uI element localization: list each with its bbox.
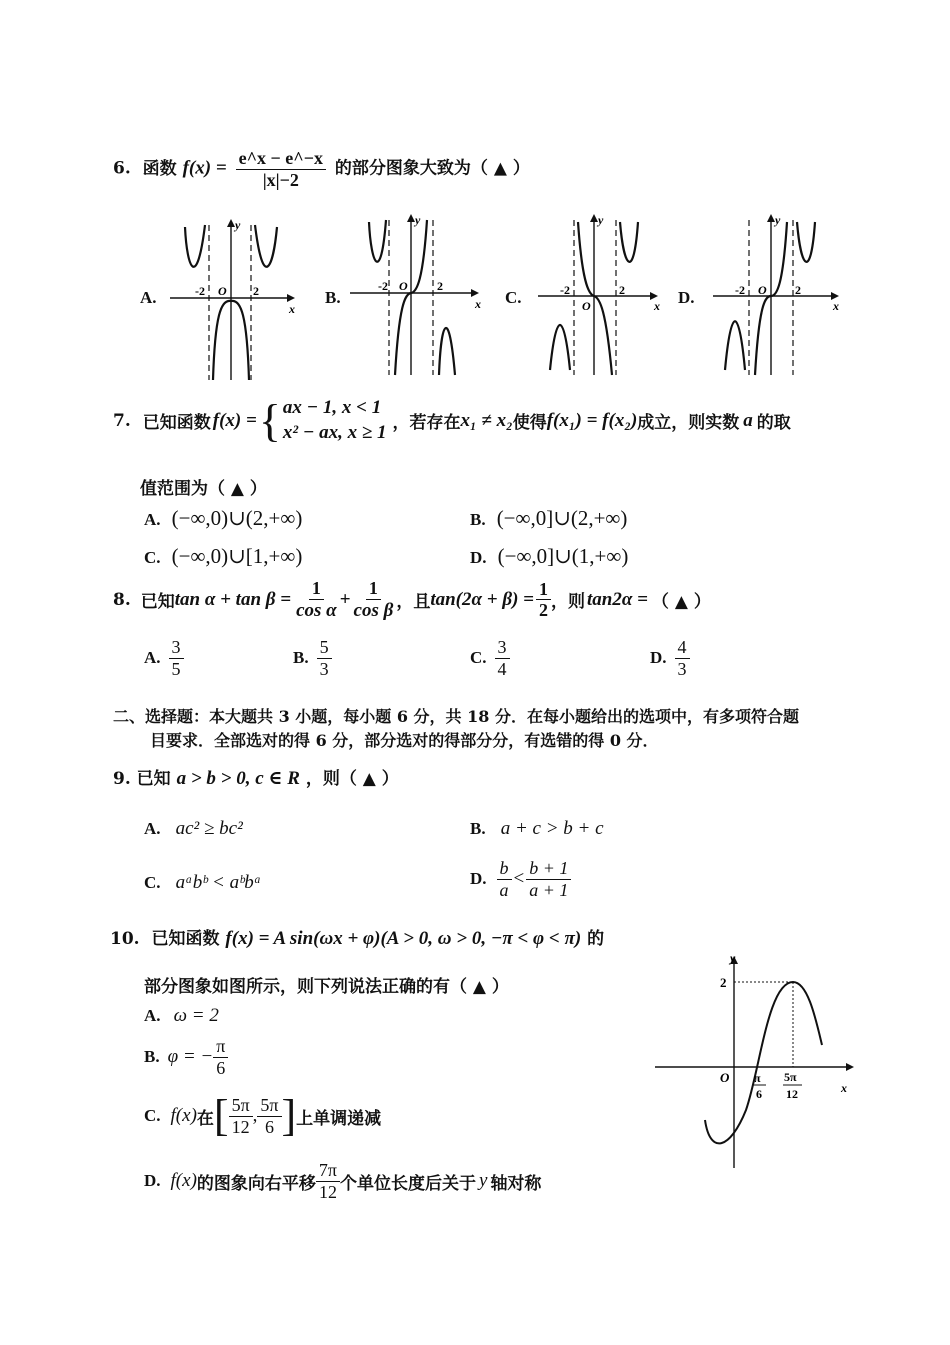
q8-option-a-den: 5 — [171, 658, 181, 679]
label-neg2: -2 — [560, 283, 570, 297]
q7-option-b — [470, 506, 627, 531]
q9-option-b-text: a + c > b + c — [500, 818, 604, 839]
q9-option-d-frac1 — [497, 858, 512, 900]
q8-option-b-num: 5 — [317, 637, 332, 659]
q10-option-c-bracket-close: ] — [281, 1091, 297, 1140]
label-y: y — [730, 951, 736, 965]
q7-cond: x₁ ≠ x₂ — [460, 409, 513, 431]
q10-fx: f(x) = A sin(ωx + φ)(A > 0, ω > 0, −π < φ < π) — [225, 928, 582, 949]
q10-option-a-text: ω = 2 — [173, 1005, 219, 1026]
q10-option-c-label: C. — [144, 1106, 161, 1125]
curve-left — [185, 225, 205, 267]
q10-option-c-d2: 6 — [264, 1116, 274, 1137]
curve-left — [725, 321, 745, 370]
curve-right — [620, 222, 638, 262]
q8-cond: tan(2α + β) = — [430, 588, 534, 610]
q8-frac3-den: 2 — [538, 600, 548, 621]
q9-option-d — [470, 858, 571, 900]
q7-number: 7. — [113, 410, 131, 431]
q8-lhs: tan α + tan β = — [174, 588, 292, 610]
q7-line2: 值范围为（ ▲ ） — [140, 479, 267, 499]
q8-frac2-den: cos β — [353, 599, 394, 621]
q10-end: 的 — [587, 929, 605, 949]
q7-option-a-label: A. — [144, 510, 161, 529]
curve-right — [439, 328, 455, 375]
q6-fraction — [236, 148, 326, 190]
q7-option-d-label: D. — [470, 548, 487, 567]
x-axis-arrow — [287, 294, 295, 302]
q10-option-c-tail: 上单调递减 — [296, 1108, 382, 1129]
q8-prefix: 已知 — [140, 592, 175, 613]
x-axis-arrow — [846, 1063, 854, 1071]
q6-number: 6. — [113, 158, 131, 179]
q10-graph — [650, 950, 860, 1175]
q10-option-d-pre: 的图象向右平移 — [196, 1173, 316, 1194]
q10-option-c — [144, 1091, 382, 1140]
q8-option-c-den: 4 — [497, 658, 507, 679]
q9-option-c-text: aᵃbᵇ < aᵇbᵃ — [175, 872, 262, 893]
label-pos2: 2 — [619, 283, 625, 297]
label-neg2: -2 — [378, 279, 388, 293]
q10-option-c-d1: 12 — [231, 1116, 250, 1137]
label-pi-num: π — [754, 1071, 761, 1085]
q10-option-b-den: 6 — [216, 1057, 226, 1078]
q10-option-d-label: D. — [144, 1171, 161, 1191]
q6-prefix: 函数 — [142, 158, 177, 179]
q7-eq: f(x₁) = f(x₂) — [546, 409, 638, 431]
q6-frac-num: e^x − e^−x — [236, 148, 326, 170]
q10-option-d-fx: f(x) — [170, 1170, 197, 1192]
q6-frac-den: |x|−2 — [262, 169, 299, 190]
q7-option-d-text: (−∞,0]∪(1,+∞) — [497, 544, 629, 568]
section2-heading-line1: 二、选择题：本大题共 3 小题，每小题 6 分，共 18 分．在每小题给出的选项中，有多项符合题 — [113, 707, 799, 726]
q10-option-a — [144, 1005, 219, 1027]
q7-cases — [283, 396, 387, 445]
q7-option-d — [470, 544, 628, 569]
q10-option-d-y: y — [479, 1170, 488, 1192]
q8-option-b-frac — [317, 637, 332, 679]
label-x: x — [289, 302, 295, 316]
q6-option-d-label: D. — [678, 288, 695, 307]
label-pos2: 2 — [253, 284, 259, 298]
q9-option-d-f2-den: a + 1 — [529, 879, 569, 900]
q7-fx: f(x) = — [212, 409, 257, 431]
q10-number: 10. — [110, 929, 140, 949]
label-y: y — [415, 213, 421, 227]
curve-right — [255, 225, 277, 267]
q9-option-b — [470, 818, 604, 840]
q10-option-d-frac — [316, 1160, 340, 1202]
q10-option-b-num: π — [213, 1036, 228, 1058]
label-neg2: -2 — [195, 284, 205, 298]
curve-left — [369, 220, 386, 262]
q8-option-d-frac — [675, 637, 690, 679]
q8-frac1-num: 1 — [309, 578, 324, 600]
label-x: x — [654, 299, 660, 313]
q10-option-d-den: 12 — [318, 1181, 337, 1202]
q9-option-a-label: A. — [144, 819, 161, 838]
q7-stem — [113, 396, 791, 445]
q10-option-c-fx: f(x) — [170, 1105, 197, 1126]
label-origin: O — [399, 279, 408, 293]
label-x: x — [841, 1081, 847, 1095]
q10-line2: 部分图象如图所示，则下列说法正确的有（ ▲ ） — [144, 977, 509, 997]
q7-tail2: 的取 — [756, 413, 791, 434]
q8-plus: + — [339, 588, 351, 610]
q7-option-a-text: (−∞,0)∪(2,+∞) — [171, 506, 303, 530]
q8-option-c-label: C. — [470, 648, 487, 668]
q7-brace: { — [258, 394, 281, 446]
q7-prefix: 已知函数 — [142, 413, 211, 434]
label-origin: O — [758, 283, 767, 297]
q10-prefix: 已知函数 — [151, 929, 220, 949]
q7-mid2: 使得 — [512, 413, 547, 434]
q8-option-d-num: 4 — [675, 637, 690, 659]
q10-option-d-tail: 个单位长度后关于 — [340, 1173, 476, 1194]
y-axis-arrow — [227, 219, 235, 227]
label-y: y — [598, 213, 604, 227]
q6-suffix: 的部分图象大致为（ ▲ ） — [334, 158, 530, 179]
q10-option-b — [144, 1036, 228, 1078]
q8-option-d-den: 3 — [677, 658, 687, 679]
q8-frac3-num: 1 — [536, 579, 551, 601]
q8-option-a-num: 3 — [169, 637, 184, 659]
q9-option-c — [144, 872, 261, 894]
q6-option-a-label: A. — [140, 288, 157, 307]
q8-option-a-frac — [169, 637, 184, 679]
q8-stem — [113, 578, 711, 622]
q10-option-b-frac — [213, 1036, 228, 1078]
q10-option-b-pre: φ = − — [167, 1046, 214, 1068]
label-x: x — [475, 297, 481, 311]
label-origin: O — [218, 284, 227, 298]
label-origin: O — [582, 299, 591, 313]
label-y: y — [235, 218, 241, 232]
curve-right — [797, 222, 815, 262]
q6-stem — [113, 148, 530, 190]
q8-tail: ，则 — [550, 592, 585, 613]
q8-option-c-frac — [495, 637, 510, 679]
q9-option-a — [144, 818, 243, 840]
label-5pi-num: 5π — [784, 1070, 797, 1084]
q8-frac2-num: 1 — [366, 578, 381, 600]
label-pi-den: 6 — [756, 1087, 762, 1101]
label-5pi-den: 12 — [786, 1087, 798, 1101]
q10-option-d-num: 7π — [316, 1160, 340, 1182]
q9-option-d-op: < — [513, 868, 525, 890]
label-x: x — [833, 299, 839, 313]
q6-option-c-label: C. — [505, 288, 522, 307]
q7-option-a — [144, 506, 302, 531]
x-axis-arrow — [471, 289, 479, 297]
q8-option-a-label: A. — [144, 648, 161, 668]
q9-prefix: 已知 — [136, 769, 171, 789]
q7-option-c — [144, 544, 302, 569]
q9-option-d-f1-num: b — [497, 858, 512, 880]
q8-option-b-den: 3 — [319, 658, 329, 679]
q8-number: 8. — [113, 589, 131, 610]
q8-frac2 — [351, 578, 397, 622]
q6-graph-c — [530, 210, 670, 380]
q10-option-a-label: A. — [144, 1006, 161, 1025]
q8-frac1 — [293, 578, 340, 622]
label-neg2: -2 — [735, 283, 745, 297]
label-origin: O — [720, 1070, 730, 1085]
q10-option-c-frac1 — [229, 1095, 253, 1137]
q6-graph-b — [345, 210, 490, 380]
q10-option-d — [144, 1160, 541, 1202]
q8-end: （ ▲ ） — [651, 592, 711, 613]
q7-option-c-label: C. — [144, 548, 161, 567]
q9-option-b-label: B. — [470, 819, 486, 838]
q8-option-d-label: D. — [650, 648, 667, 668]
q10-stem — [110, 924, 604, 950]
q8-frac3 — [536, 579, 551, 621]
q6-option-b-label: B. — [325, 288, 341, 307]
q7-mid: ，若存在 — [392, 413, 461, 434]
y-axis-arrow — [767, 214, 775, 222]
q10-option-b-label: B. — [144, 1047, 160, 1067]
q9-option-d-f1-den: a — [499, 879, 509, 900]
q9-option-c-label: C. — [144, 873, 161, 892]
q7-var: a — [743, 409, 753, 431]
q8-option-c — [470, 637, 510, 679]
q8-ask: tan2α = — [586, 588, 648, 610]
q9-option-d-frac2 — [526, 858, 571, 900]
q10-option-c-n2: 5π — [257, 1095, 281, 1117]
q10-option-c-bracket-open: [ — [213, 1091, 229, 1140]
q6-graph-a — [165, 215, 305, 385]
q9-stem — [113, 764, 399, 790]
y-axis-arrow — [590, 214, 598, 222]
q10-option-c-frac2 — [257, 1095, 281, 1137]
q9-option-d-f2-num: b + 1 — [526, 858, 571, 880]
q6-graph-d — [705, 210, 845, 380]
q9-cond: a > b > 0, c ∈ R — [176, 768, 300, 789]
q8-option-a — [144, 637, 184, 679]
label-pos2: 2 — [437, 279, 443, 293]
q9-option-d-label: D. — [470, 869, 487, 889]
q8-option-b — [293, 637, 332, 679]
q8-option-b-label: B. — [293, 648, 309, 668]
q7-option-c-text: (−∞,0)∪[1,+∞) — [171, 544, 303, 568]
q9-end: ，则（ ▲ ） — [305, 769, 399, 789]
q10-option-c-comma: , — [252, 1105, 258, 1126]
q8-option-c-num: 3 — [495, 637, 510, 659]
label-two: 2 — [720, 975, 727, 990]
curve-left — [550, 325, 570, 370]
q10-option-d-end: 轴对称 — [490, 1173, 542, 1194]
q9-number: 9. — [113, 769, 131, 789]
q10-option-c-in: 在 — [196, 1108, 214, 1129]
q10-option-c-n1: 5π — [229, 1095, 253, 1117]
q8-option-d — [650, 637, 690, 679]
q7-case2: x² − ax, x ≥ 1 — [282, 421, 387, 443]
q8-mid: ，且 — [396, 592, 431, 613]
q7-option-b-text: (−∞,0]∪(2,+∞) — [496, 506, 628, 530]
q7-tail: 成立，则实数 — [637, 413, 740, 434]
q7-option-b-label: B. — [470, 510, 486, 529]
section2-heading-line2: 目要求．全部选对的得 6 分，部分选对的得部分分，有选错的得 0 分． — [150, 731, 659, 750]
y-axis-arrow — [407, 214, 415, 222]
label-pos2: 2 — [795, 283, 801, 297]
sine-curve — [705, 982, 822, 1143]
label-y: y — [775, 213, 781, 227]
q7-case1: ax − 1, x < 1 — [282, 397, 382, 418]
q8-frac1-den: cos α — [296, 599, 337, 621]
q6-fx: f(x) = — [182, 157, 227, 179]
q9-option-a-text: ac² ≥ bc² — [175, 818, 243, 839]
